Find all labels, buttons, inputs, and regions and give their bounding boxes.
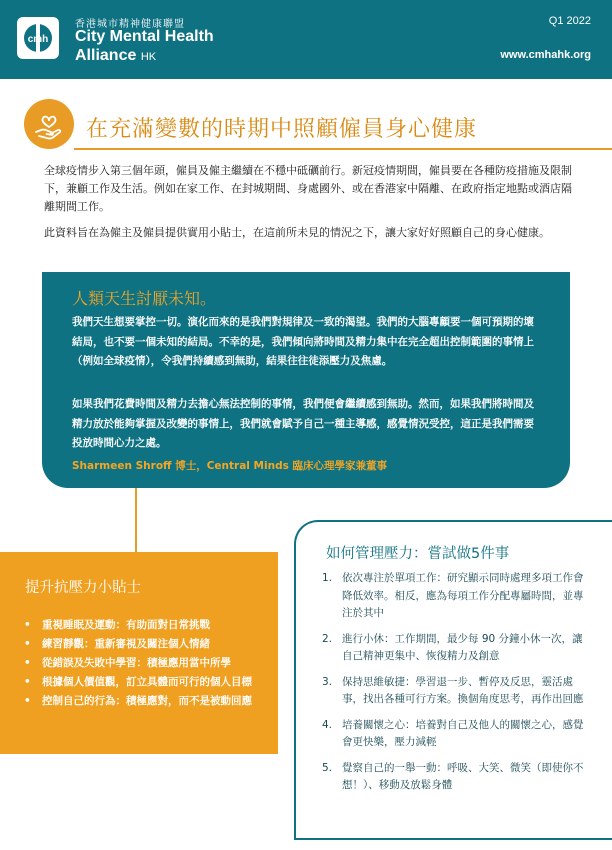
manage-title: 如何管理壓力：嘗試做5件事 xyxy=(326,546,510,562)
manage-item xyxy=(322,760,592,795)
header-banner xyxy=(0,0,612,79)
stress-management-panel xyxy=(294,520,612,840)
tip-text: 根據個人價值觀，訂立具體而可行的個人目標 xyxy=(42,676,252,688)
tip-text: 從錯誤及失敗中學習：積極應用當中所學 xyxy=(42,657,231,669)
item-number: 2. xyxy=(322,632,333,645)
quote-paragraph-2: 如果我們花費時間及精力去擔心無法控制的事情，我們便會繼續感到無助。然而，如果我們將時間及精力放於能夠掌握及改變的事情上，我們就會賦予自己一種主導感，感覺情況受控，這正是我們需要投放時間心力之處。 xyxy=(72,398,534,449)
item-text: 依次專注於單項工作：研究顯示同時處理多項工作會降低效率。相反，應為每項工作分配專屬時間，並專注於其中 xyxy=(342,572,584,619)
item-number: 4. xyxy=(322,718,333,731)
tip-item xyxy=(22,654,272,673)
org-name-english xyxy=(75,27,214,67)
manage-item xyxy=(322,717,592,752)
tips-title: 提升抗壓力小貼士 xyxy=(25,580,141,596)
page-title: 在充滿變數的時期中照顧僱員身心健康 xyxy=(86,117,478,142)
org-name-hk: HK xyxy=(140,51,157,63)
manage-item xyxy=(322,674,592,709)
intro-paragraph-1: 全球疫情步入第三個年頭，僱員及僱主繼續在不穩中砥礪前行。新冠疫情期間，僱員要在各種防疫措施及限制下，兼顧工作及生活。例如在家工作、在封城期間、身處國外、或在香港家中隔離、在政府指定地點或酒店隔離期間工作。 xyxy=(44,164,572,213)
org-name-line1: City Mental Health xyxy=(75,28,214,45)
manage-item xyxy=(322,570,592,623)
quote-paragraph-1: 我們天生想要掌控一切。演化而來的是我們對規律及一致的渴望。我們的大腦專顧要一個可預期的壞結局，也不要一個未知的結局。不幸的是，我們傾向將時間及精力集中在完全超出控制範圍的事情上（例如全球疫情），令我們持續感到無助，結果往往徒添壓力及焦慮。 xyxy=(72,316,534,367)
tip-text: 練習靜觀：重新審視及關注個人情緒 xyxy=(42,638,210,650)
logo-mark-icon xyxy=(17,17,59,59)
manage-list xyxy=(322,570,592,803)
issue-quarter: Q1 2022 xyxy=(548,15,591,27)
tip-item xyxy=(22,616,272,635)
tip-text: 重視睡眠及運動：有助面對日常挑戰 xyxy=(42,619,210,631)
tip-item xyxy=(22,692,272,711)
tip-item xyxy=(22,673,272,692)
bullet-icon: • xyxy=(24,619,31,631)
tips-list xyxy=(22,616,272,711)
resilience-tips-panel xyxy=(0,552,278,754)
org-name-chinese: 香港城市精神健康聯盟 xyxy=(75,19,185,30)
bullet-icon: • xyxy=(24,657,31,669)
item-text: 保持思維敏捷：學習退一步、暫停及反思，靈活處事，找出各種可行方案。換個角度思考，再作出回應 xyxy=(342,675,584,705)
logo-text: cmh xyxy=(27,34,49,45)
website-link[interactable]: www.cmhahk.org xyxy=(500,49,591,61)
org-name-alliance: Alliance xyxy=(75,47,137,64)
item-number: 5. xyxy=(322,761,333,774)
item-text: 覺察自己的一舉一動：呼吸、大笑、微笑（即使你不想！）、移動及放鬆身體 xyxy=(342,761,584,791)
item-text: 進行小休：工作期間，最少每 90 分鐘小休一次，讓自己精神更集中、恢復精力及創意 xyxy=(342,632,583,662)
quote-author: Sharmeen Shroff 博士，Central Minds 臨床心理學家兼董事 xyxy=(72,460,387,472)
quote-panel xyxy=(42,272,570,488)
item-number: 1. xyxy=(322,572,333,584)
bullet-icon: • xyxy=(24,638,31,650)
org-name-line2 xyxy=(75,46,214,67)
item-text: 培養關懷之心：培養對自己及他人的關懷之心，感覺會更快樂，壓力減輕 xyxy=(342,718,584,748)
bullet-icon: • xyxy=(24,695,31,707)
intro-paragraph-2: 此資料旨在為僱主及僱員提供實用小貼士，在這前所未見的情況之下，讓大家好好照顧自己的身心健康。 xyxy=(44,226,550,239)
item-number: 3. xyxy=(322,675,333,688)
cmha-logo xyxy=(17,17,59,59)
connector-line xyxy=(135,488,137,552)
hand-heart-icon xyxy=(24,99,74,149)
tip-text: 控制自己的行為：積極應對，而不是被動回應 xyxy=(42,695,252,707)
title-divider xyxy=(74,148,612,150)
bullet-icon: • xyxy=(24,676,31,688)
quote-title: 人類天生討厭未知。 xyxy=(72,289,217,308)
tip-item xyxy=(22,635,272,654)
manage-item xyxy=(322,631,592,666)
